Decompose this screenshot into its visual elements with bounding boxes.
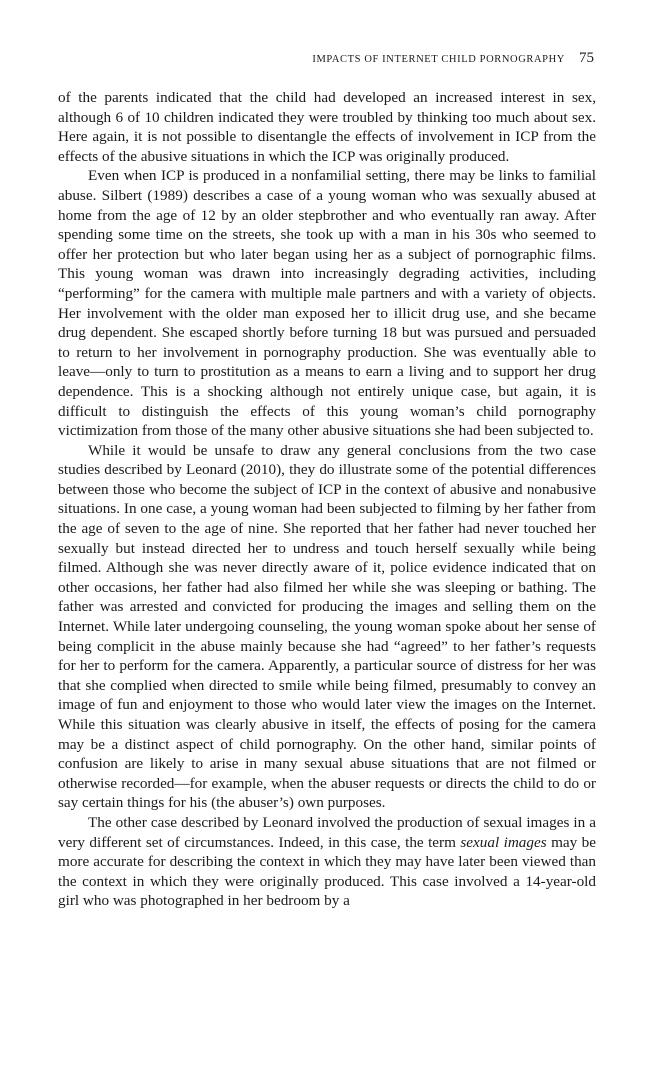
body-text [58, 88, 596, 911]
italic-term: sexual images [460, 833, 547, 851]
paragraph [58, 166, 596, 440]
paragraph [58, 88, 596, 166]
paragraph [58, 441, 596, 813]
paragraph-text: The other case described by Leonard involved the production of sexual images in a very different set of circumstances. Indeed, in this case, the term [58, 813, 596, 851]
running-header [58, 50, 594, 67]
paragraph [58, 813, 596, 911]
paragraph-text: While it would be unsafe to draw any general conclusions from the two case studies described by Leonard (2010), they do illustrate some of the potential differences between those who become the subject of ICP in the context of abusive and nonabusive situations. In one case, a young woman had been subjected to filming by her father from the age of seven to the age of nine. She reported that her father had never touched her sexually but instead directed her to undress and touch herself sexually while being filmed. Although she was never directly aware of it, police evidence indicated that on other occasions, her father had also filmed her while she was sleeping or bathing. The father was arrested and convicted for producing the images and selling them on the Internet. While later undergoing counseling, the young woman spoke about her sense of being complicit in the abuse mainly because she had “agreed” to her father’s requests for her to perform for the camera. Apparently, a particular source of distress for her was that she complied when directed to smile while being filmed, presumably to convey an image of fun and enjoyment to those who would later view the images on the Internet. While this situation was clearly abusive in itself, the effects of posing for the camera may be a distinct aspect of child pornography. On the other hand, similar points of confusion are likely to arise in many sexual abuse situations that are not filmed or otherwise recorded—for example, when the abuser requests or directs the child to do or say certain things for his (the abuser’s) own purposes. [58, 441, 596, 812]
paragraph-text: may be more accurate for describing the context in which they may have later been viewed than the context in which they were originally produced. This case involved a 14-year-old girl who was photographed in her bedroom by a [58, 833, 597, 910]
paragraph-text: of the parents indicated that the child had developed an increased interest in sex, although 6 of 10 children indicated they were troubled by thinking too much about sex. Here again, it is not possible to disentangle the effects of involvement in ICP from the effects of the abusive situations in which the ICP was originally produced. [58, 89, 596, 165]
running-head-title: IMPACTS OF INTERNET CHILD PORNOGRAPHY [312, 54, 565, 65]
page-number: 75 [579, 50, 594, 66]
paragraph-text: Even when ICP is produced in a nonfamilial setting, there may be links to familial abuse. Silbert (1989) describes a case of a young woman who was sexually abused at home from the age of 12 by an older stepbrother and who eventually ran away. After spending some time on the streets, she took up with a man in his 30s who seemed to offer her protection but who later began using her as a subject of pornographic films. This young woman was drawn into increasingly degrading activities, including “performing” for the camera with multiple male partners and with a variety of objects. Her involvement with the older man exposed her to illicit drug use, and she became drug dependent. She escaped shortly before turning 18 but was pursued and persuaded to return to her involvement in pornography production. She was eventually able to leave—only to turn to prostitution as a means to earn a living and to support her drug dependence. This is a shocking although not entirely unique case, but again, it is difficult to distinguish the effects of this young woman’s child pornography victimization from those of the many other abusive situations she had been subjected to. [58, 167, 596, 440]
